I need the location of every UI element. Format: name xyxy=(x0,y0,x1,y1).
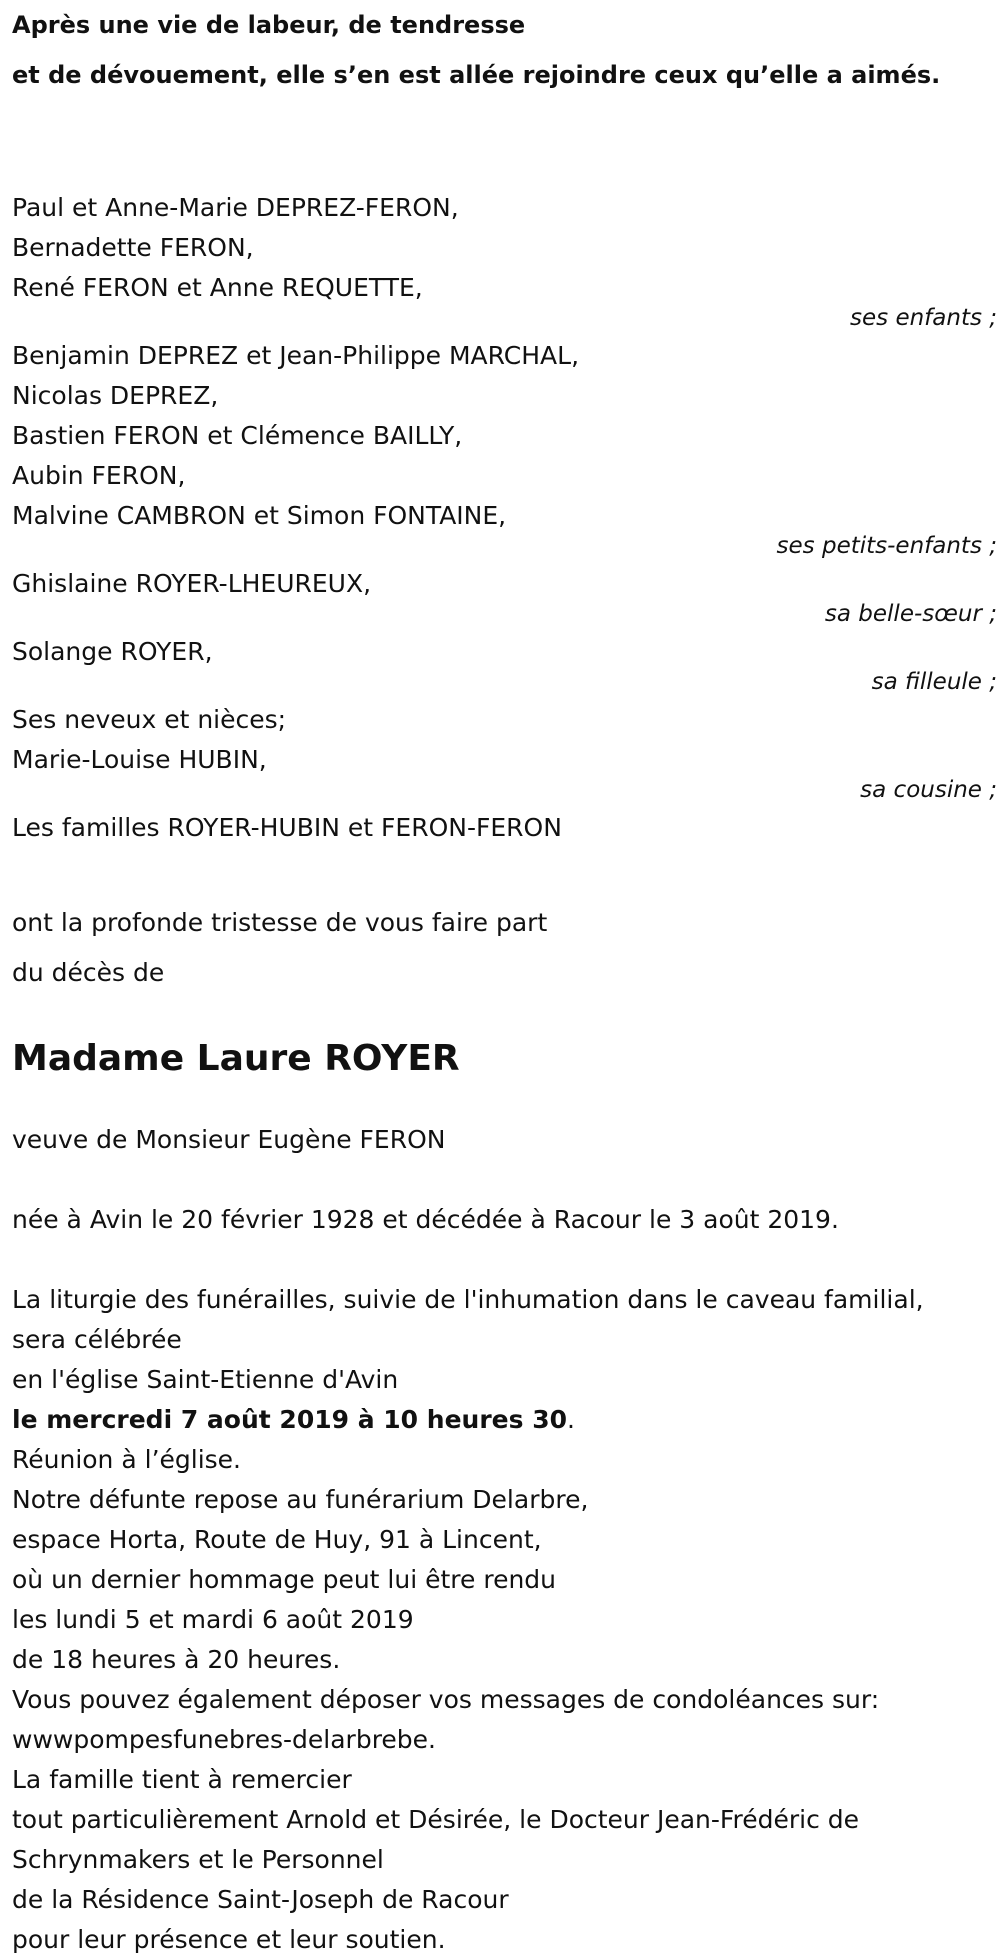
goddaughter-group xyxy=(12,632,997,696)
ceremony-date: le mercredi 7 août 2019 à 10 heures 30 xyxy=(12,1405,567,1434)
announce-line-2: du décès de xyxy=(12,958,165,987)
announcement xyxy=(12,898,997,998)
grandchild-name-4: Aubin FERON, xyxy=(12,461,186,490)
grandchildren-role: ses petits-enfants ; xyxy=(776,533,997,559)
ceremony-line-2: sera célébrée xyxy=(12,1325,182,1354)
deceased-name: Madame Laure ROYER xyxy=(12,1038,460,1079)
intro-text xyxy=(12,0,997,100)
goddaughter-role: sa filleule ; xyxy=(871,669,997,695)
funeral-home-line: Notre défunte repose au funérarium Delarbre, xyxy=(12,1485,589,1514)
grandchildren-group xyxy=(12,336,997,560)
obituary-notice xyxy=(12,0,997,1960)
cousin-role: sa cousine ; xyxy=(860,777,997,803)
children-name-2: Bernadette FERON, xyxy=(12,233,254,262)
grandchild-name-1: Benjamin DEPREZ et Jean-Philippe MARCHAL, xyxy=(12,341,580,370)
homage-line: où un dernier hommage peut lui être rendu xyxy=(12,1565,557,1594)
children-role: ses enfants ; xyxy=(850,305,997,331)
children-name-3: René FERON et Anne REQUETTE, xyxy=(12,273,423,302)
children-name-1: Paul et Anne-Marie DEPREZ-FERON, xyxy=(12,193,459,222)
birth-death-dates xyxy=(12,1200,997,1240)
cousin-name: Marie-Louise HUBIN, xyxy=(12,745,267,774)
meeting-line: Réunion à l’église. xyxy=(12,1445,242,1474)
thanks-line-4: de la Résidence Saint-Joseph de Racour xyxy=(12,1885,509,1914)
sister-in-law-group xyxy=(12,564,997,628)
ceremony-date-line xyxy=(12,1400,997,1440)
address-line: espace Horta, Route de Huy, 91 à Lincent, xyxy=(12,1525,542,1554)
ceremony-date-suffix: . xyxy=(567,1405,575,1434)
widow-of-line xyxy=(12,1120,997,1160)
grandchild-name-5: Malvine CAMBRON et Simon FONTAINE, xyxy=(12,501,507,530)
nephews-nieces-line: Ses neveux et nièces; xyxy=(12,705,287,734)
intro-line-2: et de dévouement, elle s’en est allée rejoindre ceux qu’elle a aimés. xyxy=(12,61,941,89)
ceremony-line-3: en l'église Saint-Etienne d'Avin xyxy=(12,1365,399,1394)
visitation-hours-line: de 18 heures à 20 heures. xyxy=(12,1645,341,1674)
sister-in-law-name: Ghislaine ROYER-LHEUREUX, xyxy=(12,569,372,598)
cousin-group xyxy=(12,700,997,804)
thanks-line-1: La famille tient à remercier xyxy=(12,1765,352,1794)
dates-text: née à Avin le 20 février 1928 et décédée à Racour le 3 août 2019. xyxy=(12,1205,839,1234)
grandchild-name-2: Nicolas DEPREZ, xyxy=(12,381,219,410)
thanks-line-2: tout particulièrement Arnold et Désirée, le Docteur Jean-Frédéric de xyxy=(12,1805,860,1834)
families-line: Les familles ROYER-HUBIN et FERON-FERON xyxy=(12,813,562,842)
ceremony-line-1: La liturgie des funérailles, suivie de l'inhumation dans le caveau familial, xyxy=(12,1285,924,1314)
intro-line-1: Après une vie de labeur, de tendresse xyxy=(12,11,526,39)
ceremony-details xyxy=(12,1280,997,1960)
sister-in-law-role: sa belle-sœur ; xyxy=(824,601,997,627)
visitation-days-line: les lundi 5 et mardi 6 août 2019 xyxy=(12,1605,414,1634)
grandchild-name-3: Bastien FERON et Clémence BAILLY, xyxy=(12,421,463,450)
announce-line-1: ont la profonde tristesse de vous faire part xyxy=(12,908,548,937)
families-group xyxy=(12,808,997,848)
thanks-line-5: pour leur présence et leur soutien. xyxy=(12,1925,446,1954)
children-group xyxy=(12,188,997,332)
website-line: wwwpompesfunebres-delarbrebe. xyxy=(12,1725,436,1754)
condolences-line: Vous pouvez également déposer vos messages de condoléances sur: xyxy=(12,1685,880,1714)
thanks-line-3: Schrynmakers et le Personnel xyxy=(12,1845,384,1874)
goddaughter-name: Solange ROYER, xyxy=(12,637,213,666)
widow-of-text: veuve de Monsieur Eugène FERON xyxy=(12,1125,446,1154)
